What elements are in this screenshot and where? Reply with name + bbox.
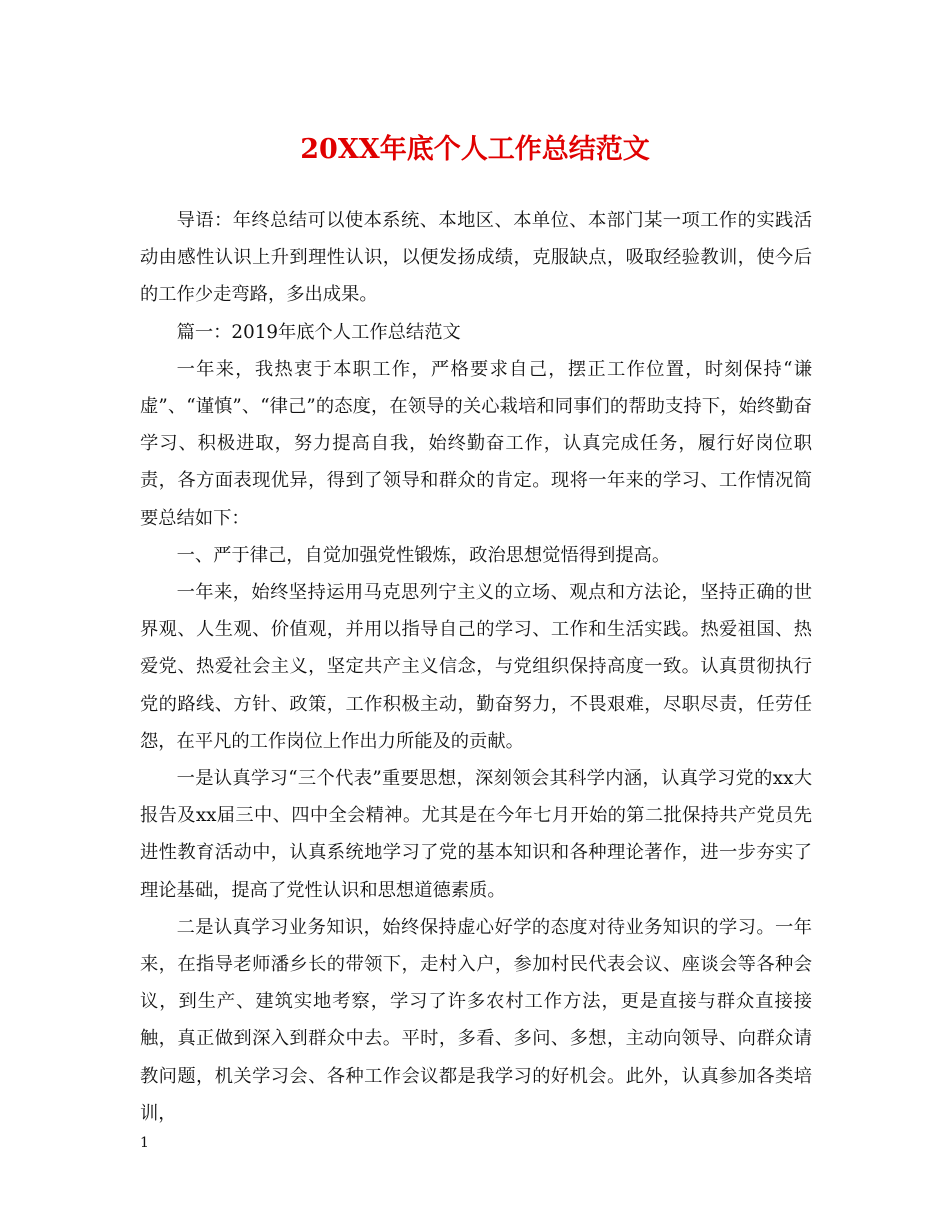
document-body [140, 202, 812, 1132]
paragraph-study-business: 二是认真学习业务知识，始终保持虚心好学的态度对待业务知识的学习。一年来，在指导老师潘乡长的带领下，走村入户，参加村民代表会议、座谈会等各种会议，到生产、建筑实地考察，学习了许多农村工作方法，更是直接与群众直接接触，真正做到深入到群众中去。平时，多看、多问、多想，主动向领导、向群众请教问题，机关学习会、各种工作会议都是我学习的好机会。此外，认真参加各类培训， [140, 916, 812, 1124]
paragraph-overview: 一年来，我热衷于本职工作，严格要求自己，摆正工作位置，时刻保持“谦虚”、“谨慎”、“律己”的态度，在领导的关心栽培和同事们的帮助支持下，始终勤奋学习、积极进取，努力提高自我，始终勤奋工作，认真完成任务，履行好岗位职责，各方面表现优异，得到了领导和群众的肯定。现将一年来的学习、工作情况简要总结如下： [140, 358, 812, 529]
page-number: 1 [140, 1135, 149, 1151]
paragraph-political-thought: 一年来，始终坚持运用马克思列宁主义的立场、观点和方法论，坚持正确的世界观、人生观、价值观，并用以指导自己的学习、工作和生活实践。热爱祖国、热爱党、热爱社会主义，坚定共产主义信念，与党组织保持高度一致。认真贯彻执行党的路线、方针、政策，工作积极主动，勤奋努力，不畏艰难，尽职尽责，任劳任怨，在平凡的工作岗位上作出力所能及的贡献。 [140, 582, 812, 752]
paragraph-study-theory: 一是认真学习“三个代表”重要思想，深刻领会其科学内涵，认真学习党的xx大报告及xx届三中、四中全会精神。尤其是在今年七月开始的第二批保持共产党员先进性教育活动中，认真系统地学习了党的基本知识和各种理论著作，进一步夯实了理论基础，提高了党性认识和思想道德素质。 [140, 768, 812, 901]
paragraph-point-one-heading: 一、严于律己，自觉加强党性锻炼，政治思想觉悟得到提高。 [176, 544, 671, 566]
paragraph-section-heading: 篇一：2019年底个人工作总结范文 [176, 321, 461, 343]
paragraph-intro: 导语：年终总结可以使本系统、本地区、本单位、本部门某一项工作的实践活动由感性认识上升到理性认识，以便发扬成绩，克服缺点，吸取经验教训，使今后的工作少走弯路，多出成果。 [140, 210, 812, 306]
document-title: 20XX年底个人工作总结范文 [300, 134, 650, 165]
